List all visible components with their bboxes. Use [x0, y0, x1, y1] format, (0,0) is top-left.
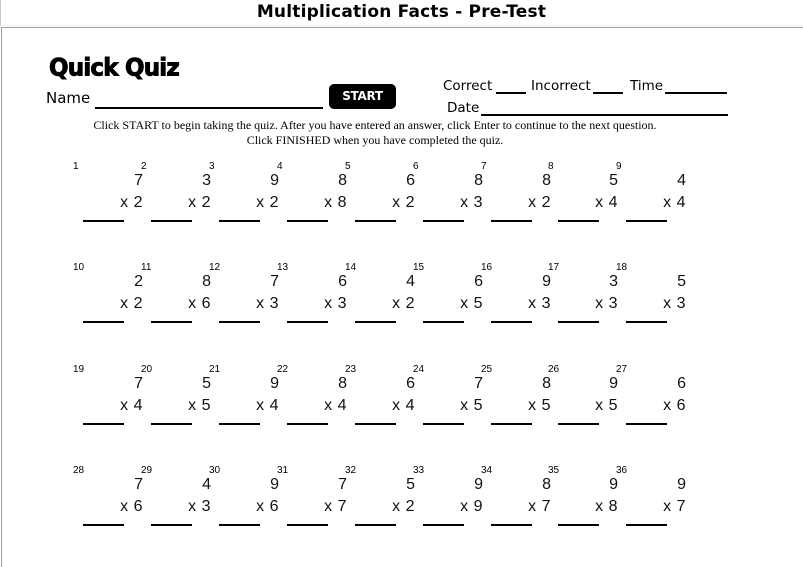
answer-field[interactable]	[219, 321, 260, 323]
problem-number: 33	[413, 465, 425, 476]
problem-number: 12	[209, 262, 221, 273]
multiplicand: 8	[338, 172, 347, 189]
multiplicand: 9	[270, 375, 279, 392]
multiplicand: 4	[406, 273, 415, 290]
problem-number: 5	[345, 161, 351, 172]
multiplier: x 5	[528, 397, 551, 414]
multiplicand: 8	[542, 172, 551, 189]
multiplier: x 7	[663, 498, 686, 515]
multiplicand: 3	[609, 273, 618, 290]
problem-number: 15	[413, 262, 425, 273]
multiplicand: 6	[677, 375, 686, 392]
problem-5	[345, 161, 415, 231]
multiplier: x 6	[120, 498, 143, 515]
multiplicand: 7	[338, 476, 347, 493]
multiplier: x 6	[188, 295, 211, 312]
problem-number: 30	[209, 465, 221, 476]
multiplicand: 9	[542, 273, 551, 290]
problem-6	[413, 161, 483, 231]
problem-7	[481, 161, 551, 231]
multiplier: x 4	[324, 397, 347, 414]
multiplier: x 4	[595, 194, 618, 211]
answer-field[interactable]	[83, 423, 124, 425]
answer-field[interactable]	[219, 423, 260, 425]
multiplier: x 4	[120, 397, 143, 414]
multiplicand: 8	[202, 273, 211, 290]
problem-35	[548, 465, 618, 535]
problem-25	[481, 364, 551, 434]
problem-number: 25	[481, 364, 493, 375]
answer-field[interactable]	[83, 321, 124, 323]
problem-12	[209, 262, 279, 332]
problem-10	[73, 262, 143, 332]
problem-18	[616, 262, 686, 332]
answer-field[interactable]	[491, 220, 532, 222]
multiplier: x 7	[324, 498, 347, 515]
problem-number: 9	[616, 161, 622, 172]
multiplicand: 8	[474, 172, 483, 189]
answer-field[interactable]	[83, 220, 124, 222]
multiplicand: 7	[474, 375, 483, 392]
problem-14	[345, 262, 415, 332]
incorrect-count-field	[593, 92, 623, 94]
quick-quiz-logo: Quick Quiz	[49, 54, 179, 82]
multiplicand: 6	[406, 375, 415, 392]
correct-label: Correct	[443, 78, 493, 94]
answer-field[interactable]	[355, 220, 396, 222]
multiplicand: 5	[202, 375, 211, 392]
problem-4	[277, 161, 347, 231]
answer-field[interactable]	[287, 321, 328, 323]
answer-field[interactable]	[558, 524, 599, 526]
multiplier: x 3	[188, 498, 211, 515]
multiplicand: 7	[134, 476, 143, 493]
answer-field[interactable]	[151, 220, 192, 222]
answer-field[interactable]	[626, 524, 667, 526]
answer-field[interactable]	[626, 423, 667, 425]
problem-number: 28	[73, 465, 85, 476]
answer-field[interactable]	[219, 524, 260, 526]
start-button[interactable]: START	[329, 84, 396, 109]
problem-21	[209, 364, 279, 434]
multiplicand: 6	[338, 273, 347, 290]
answer-field[interactable]	[558, 220, 599, 222]
problem-31	[277, 465, 347, 535]
multiplier: x 3	[460, 194, 483, 211]
multiplier: x 3	[663, 295, 686, 312]
answer-field[interactable]	[491, 423, 532, 425]
problem-number: 4	[277, 161, 283, 172]
multiplicand: 9	[677, 476, 686, 493]
answer-field[interactable]	[558, 423, 599, 425]
problem-34	[481, 465, 551, 535]
answer-field[interactable]	[423, 423, 464, 425]
answer-field[interactable]	[423, 524, 464, 526]
instructions-line-1: Click START to begin taking the quiz. After you have entered an answer, click Enter to continue to the next question.	[93, 118, 657, 132]
answer-field[interactable]	[151, 524, 192, 526]
problem-number: 23	[345, 364, 357, 375]
multiplier: x 2	[120, 295, 143, 312]
page-title: Multiplication Facts - Pre-Test	[256, 2, 547, 22]
answer-field[interactable]	[151, 423, 192, 425]
problem-36	[616, 465, 686, 535]
multiplicand: 6	[474, 273, 483, 290]
answer-field[interactable]	[355, 524, 396, 526]
answer-field[interactable]	[423, 321, 464, 323]
problem-number: 10	[73, 262, 85, 273]
answer-field[interactable]	[423, 220, 464, 222]
multiplier: x 4	[392, 397, 415, 414]
multiplier: x 5	[460, 295, 483, 312]
multiplier: x 5	[460, 397, 483, 414]
multiplier: x 2	[188, 194, 211, 211]
problem-13	[277, 262, 347, 332]
multiplier: x 3	[324, 295, 347, 312]
date-field	[481, 114, 728, 116]
problem-17	[548, 262, 618, 332]
problem-number: 18	[616, 262, 628, 273]
problem-number: 29	[141, 465, 153, 476]
multiplicand: 4	[202, 476, 211, 493]
answer-field[interactable]	[491, 321, 532, 323]
problem-number: 31	[277, 465, 289, 476]
problem-number: 8	[548, 161, 554, 172]
multiplier: x 2	[528, 194, 551, 211]
multiplicand: 9	[270, 476, 279, 493]
answer-field[interactable]	[626, 321, 667, 323]
answer-field[interactable]	[287, 524, 328, 526]
time-label: Time	[630, 78, 664, 94]
date-label: Date	[447, 100, 480, 116]
answer-field[interactable]	[355, 321, 396, 323]
problem-16	[481, 262, 551, 332]
problem-number: 27	[616, 364, 628, 375]
problem-number: 20	[141, 364, 153, 375]
multiplier: x 5	[188, 397, 211, 414]
multiplier: x 2	[392, 194, 415, 211]
name-field[interactable]	[95, 107, 323, 109]
problem-number: 13	[277, 262, 289, 273]
multiplier: x 3	[595, 295, 618, 312]
problem-number: 24	[413, 364, 425, 375]
correct-count-field	[496, 92, 526, 94]
name-label: Name	[46, 89, 91, 107]
multiplicand: 6	[406, 172, 415, 189]
problem-number: 36	[616, 465, 628, 476]
problem-26	[548, 364, 618, 434]
incorrect-label: Incorrect	[531, 78, 591, 94]
multiplier: x 2	[120, 194, 143, 211]
multiplicand: 5	[406, 476, 415, 493]
problem-8	[548, 161, 618, 231]
problem-30	[209, 465, 279, 535]
problem-number: 1	[73, 161, 79, 172]
multiplier: x 4	[663, 194, 686, 211]
problem-1	[73, 161, 143, 231]
multiplicand: 9	[270, 172, 279, 189]
problem-number: 7	[481, 161, 487, 172]
problem-9	[616, 161, 686, 231]
problem-number: 6	[413, 161, 419, 172]
answer-field[interactable]	[491, 524, 532, 526]
multiplier: x 6	[256, 498, 279, 515]
multiplier: x 8	[595, 498, 618, 515]
multiplicand: 9	[609, 375, 618, 392]
problem-29	[141, 465, 211, 535]
problem-11	[141, 262, 211, 332]
answer-field[interactable]	[83, 524, 124, 526]
problem-33	[413, 465, 483, 535]
problem-number: 14	[345, 262, 357, 273]
problem-number: 35	[548, 465, 560, 476]
multiplier: x 4	[256, 397, 279, 414]
multiplier: x 2	[256, 194, 279, 211]
multiplier: x 3	[256, 295, 279, 312]
instructions-line-2: Click FINISHED when you have completed the quiz.	[246, 133, 504, 147]
multiplicand: 9	[609, 476, 618, 493]
problem-number: 34	[481, 465, 493, 476]
multiplier: x 3	[528, 295, 551, 312]
multiplier: x 2	[392, 295, 415, 312]
problem-number: 2	[141, 161, 147, 172]
problem-number: 26	[548, 364, 560, 375]
answer-field[interactable]	[287, 423, 328, 425]
problem-22	[277, 364, 347, 434]
answer-field[interactable]	[219, 220, 260, 222]
multiplicand: 9	[474, 476, 483, 493]
answer-field[interactable]	[558, 321, 599, 323]
problem-number: 16	[481, 262, 493, 273]
problem-24	[413, 364, 483, 434]
multiplier: x 9	[460, 498, 483, 515]
problem-2	[141, 161, 211, 231]
multiplicand: 3	[202, 172, 211, 189]
multiplicand: 7	[270, 273, 279, 290]
multiplicand: 7	[134, 375, 143, 392]
problem-number: 22	[277, 364, 289, 375]
problem-number: 11	[141, 262, 152, 273]
answer-field[interactable]	[151, 321, 192, 323]
problem-20	[141, 364, 211, 434]
multiplicand: 8	[542, 476, 551, 493]
multiplier: x 6	[663, 397, 686, 414]
multiplicand: 4	[677, 172, 686, 189]
problem-number: 21	[209, 364, 221, 375]
multiplicand: 8	[542, 375, 551, 392]
time-field	[665, 92, 727, 94]
multiplicand: 8	[338, 375, 347, 392]
multiplicand: 5	[609, 172, 618, 189]
instructions	[60, 118, 690, 148]
problem-number: 17	[548, 262, 560, 273]
multiplier: x 2	[392, 498, 415, 515]
title-bar	[0, 0, 803, 26]
multiplicand: 7	[134, 172, 143, 189]
answer-field[interactable]	[626, 220, 667, 222]
multiplier: x 5	[595, 397, 618, 414]
answer-field[interactable]	[355, 423, 396, 425]
multiplier: x 7	[528, 498, 551, 515]
multiplicand: 5	[677, 273, 686, 290]
problem-27	[616, 364, 686, 434]
problem-number: 19	[73, 364, 85, 375]
answer-field[interactable]	[287, 220, 328, 222]
problem-3	[209, 161, 279, 231]
problem-23	[345, 364, 415, 434]
problem-28	[73, 465, 143, 535]
multiplier: x 8	[324, 194, 347, 211]
problem-32	[345, 465, 415, 535]
multiplicand: 2	[134, 273, 143, 290]
problem-19	[73, 364, 143, 434]
problem-15	[413, 262, 483, 332]
problem-number: 32	[345, 465, 357, 476]
problem-number: 3	[209, 161, 215, 172]
